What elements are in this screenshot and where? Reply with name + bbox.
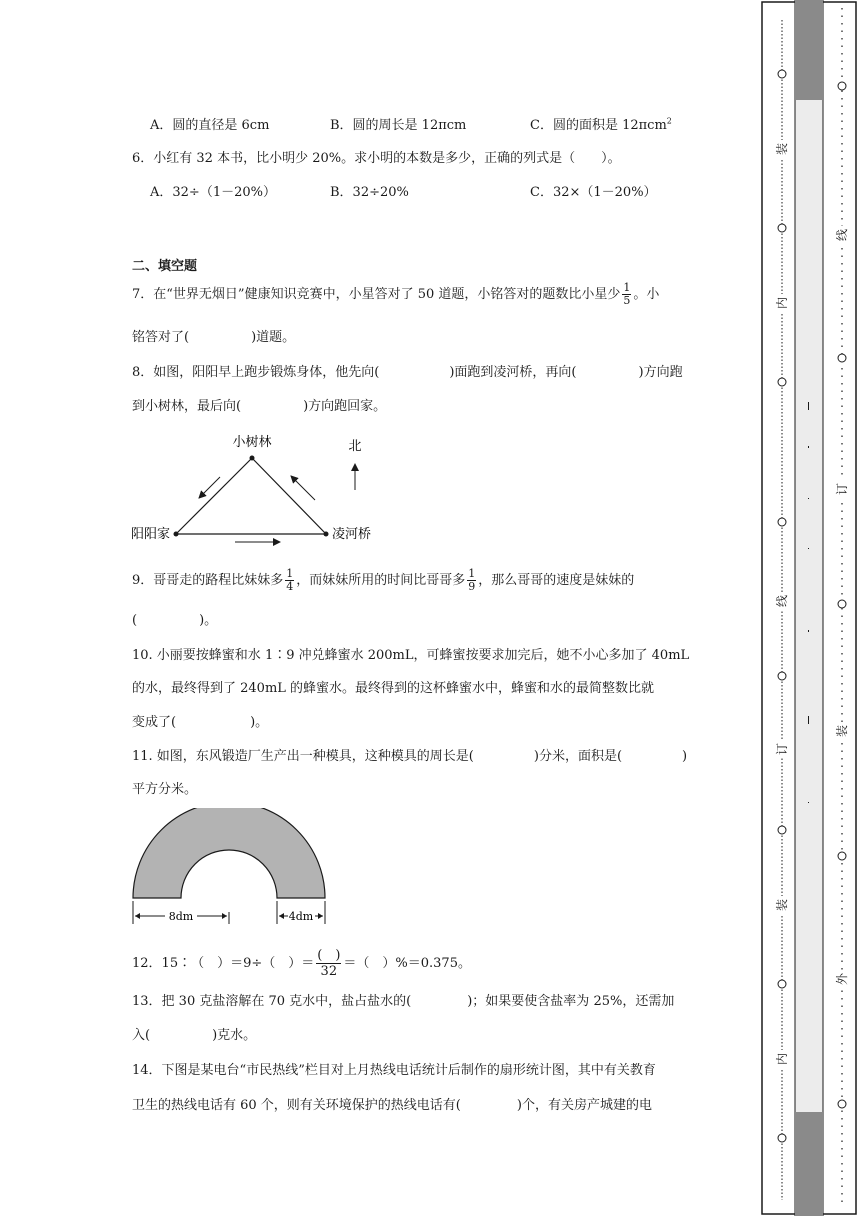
q11-line2: 平方分米。 bbox=[132, 782, 198, 797]
section-heading: 二、填空题 bbox=[132, 259, 198, 274]
q6-option-c[interactable]: C．32×（1－20%） bbox=[530, 185, 657, 200]
arrow-right-side bbox=[291, 476, 315, 500]
q5-option-b[interactable]: B．圆的周长是 12πcm bbox=[330, 118, 467, 133]
q11-line1: 11. 如图，东风锻造厂生产出一种模具，这种模具的周长是( )分米，面积是( ) bbox=[132, 749, 688, 764]
label-home: 阳阳家 bbox=[131, 527, 171, 542]
margin-label-nei-1: 内 bbox=[775, 296, 789, 310]
q13-line2: 入( )克水。 bbox=[132, 1028, 257, 1043]
q6-question: 6．小红有 32 本书，比小明少 20%。求小明的本数是多少，正确的列式是（ ）。 bbox=[132, 151, 621, 166]
q13-line1: 13．把 30 克盐溶解在 70 克水中，盐占盐水的( )；如果要使含盐率为 25%，还需加 bbox=[132, 994, 675, 1009]
q14-line1: 14．下图是某电台“市民热线”栏目对上月热线电话统计后制作的扇形统计图，其中有关教育 bbox=[132, 1063, 656, 1078]
margin-label-xian-2: 线 bbox=[835, 228, 849, 242]
half-ring-shape bbox=[133, 808, 325, 898]
label-bridge: 凌河桥 bbox=[332, 527, 372, 542]
home-point bbox=[174, 532, 179, 537]
q12-line: 12．15∶（ ）＝9÷（ ）＝ $\frac{( )}{32}$ ＝（ ）%＝0.375。 bbox=[132, 948, 471, 979]
mold-diagram bbox=[125, 808, 335, 930]
q7-line2: 铭答对了( )道题。 bbox=[132, 330, 296, 345]
margin-label-nei-2: 内 bbox=[775, 1052, 789, 1066]
q8-line2: 到小树林，最后向( )方向跑回家。 bbox=[132, 399, 387, 414]
q6-option-a[interactable]: A．32÷（1－20%） bbox=[150, 185, 276, 200]
q7-fraction: $\frac{1}{5}$ bbox=[623, 281, 631, 307]
dim-label-inner: 8dm bbox=[168, 910, 194, 923]
margin-label-xian-1: 线 bbox=[775, 594, 789, 608]
q14-line2: 卫生的热线电话有 60 个，则有关环境保护的热线电话有( )个，有关房产城建的电 bbox=[132, 1098, 652, 1113]
dim-label-ring: 4dm bbox=[288, 910, 314, 923]
margin-label-wai: 外 bbox=[835, 972, 849, 986]
margin-label-zhuang-3: 装 bbox=[835, 724, 849, 738]
route-diagram bbox=[125, 428, 395, 550]
q10-line1: 10. 小丽要按蜂蜜和水 1∶9 冲兑蜂蜜水 200mL，可蜂蜜按要求加完后，她不小心多加了 40mL bbox=[132, 648, 690, 663]
bridge-point bbox=[324, 532, 329, 537]
margin-label-ding-1: 订 bbox=[775, 742, 789, 756]
margin-label-ding-2: 订 bbox=[835, 482, 849, 496]
path-grove-to-bridge bbox=[252, 458, 326, 534]
path-home-to-grove bbox=[176, 458, 252, 534]
label-north: 北 bbox=[348, 439, 362, 454]
q10-line3: 变成了( )。 bbox=[132, 715, 269, 730]
binding-margin bbox=[760, 0, 860, 1216]
q9-line1: 9．哥哥走的路程比妹妹多 $\frac{1}{4}$ ，而妹妹所用的时间比哥哥多 $\frac{1}{9}$ ，那么哥哥的速度是妹妹的 bbox=[132, 567, 635, 593]
q10-line2: 的水，最终得到了 240mL 的蜂蜜水。最终得到的这杯蜂蜜水中，蜂蜜和水的最简整数比就 bbox=[132, 681, 655, 696]
margin-label-zhuang-1: 装 bbox=[775, 142, 789, 156]
q7-line1: 7．在“世界无烟日”健康知识竞赛中，小星答对了 50 道题，小铭答对的题数比小星少 $\frac{1}{5}$ 。小 bbox=[132, 281, 660, 307]
grove-point bbox=[250, 456, 255, 461]
q6-option-b[interactable]: B．32÷20% bbox=[330, 185, 409, 200]
q5-option-c[interactable]: C．圆的面积是 12πcm$^2$ bbox=[530, 116, 672, 133]
margin-label-zhuang-2: 装 bbox=[775, 898, 789, 912]
q9-line2: ( )。 bbox=[132, 613, 218, 628]
q5-option-a[interactable]: A．圆的直径是 6cm bbox=[150, 118, 270, 133]
label-grove: 小树林 bbox=[232, 435, 272, 450]
arrow-left-side bbox=[199, 477, 220, 498]
q8-line1: 8．如图，阳阳早上跑步锻炼身体，他先向( )面跑到凌河桥，再向( )方向跑 bbox=[132, 365, 683, 380]
